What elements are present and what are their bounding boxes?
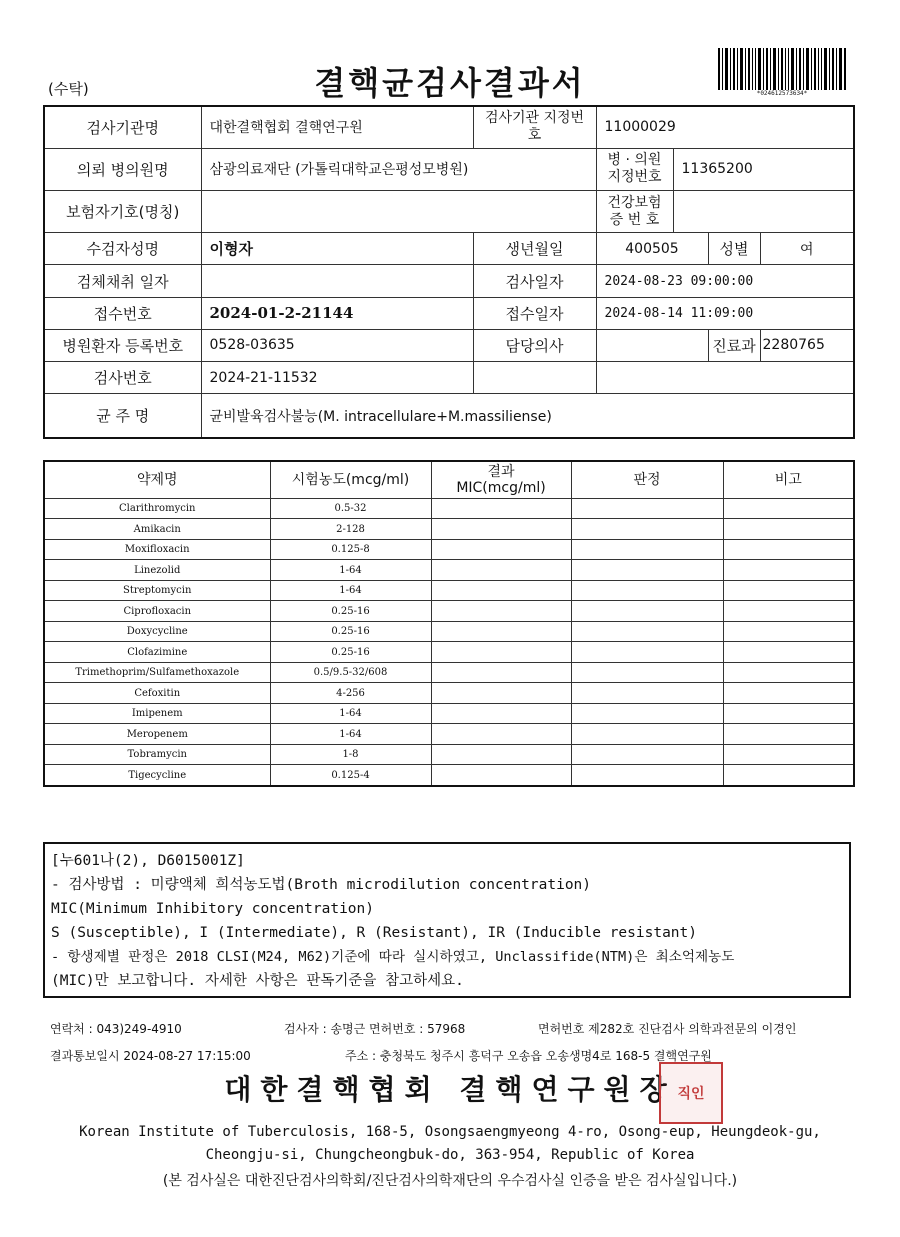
drug-name-cell: Moxifloxacin: [44, 539, 270, 559]
column-header-range: 시험농도(mcg/ml): [270, 461, 431, 499]
range-cell: 0.25-16: [270, 621, 431, 641]
remark-cell: [723, 519, 854, 539]
interpretation-cell: [571, 642, 723, 662]
institute-signature: 대한결핵협회 결핵연구원장: [224, 1073, 676, 1106]
interpretation-cell: [571, 519, 723, 539]
birth-value: 400505: [596, 233, 708, 265]
drug-name-cell: Doxycycline: [44, 621, 270, 641]
patient-name-label: 수검자성명: [44, 233, 201, 265]
range-cell: 0.25-16: [270, 642, 431, 662]
mic-cell: [431, 683, 571, 703]
table-row: [44, 683, 854, 703]
drug-name-cell: Cefoxitin: [44, 683, 270, 703]
test-no-value: 2024-21-11532: [201, 362, 473, 394]
department-label: 진료과: [708, 329, 760, 361]
remark-cell: [723, 621, 854, 641]
remark-cell: [723, 499, 854, 519]
table-row: [44, 560, 854, 580]
table-row: [44, 539, 854, 559]
health-insurance-value: [673, 191, 854, 233]
remark-cell: [723, 560, 854, 580]
report-time: 결과통보일시 2024-08-27 17:15:00: [50, 1049, 251, 1063]
reception-no-label: 접수번호: [44, 297, 201, 329]
lab-code-value: 11000029: [596, 106, 854, 148]
doctor-label: 담당의사: [473, 329, 596, 361]
mic-cell: [431, 765, 571, 786]
copy-mark: (수탁): [48, 80, 89, 98]
column-header-remark: 비고: [723, 461, 854, 499]
range-cell: 0.5-32: [270, 499, 431, 519]
sex-value: 여: [760, 233, 854, 265]
interpretation-cell: [571, 601, 723, 621]
drug-susceptibility-table: [43, 460, 855, 787]
specialist-info: 면허번호 제282호 진단검사 의학과전문의 이경인: [538, 1022, 797, 1036]
remark-cell: [723, 724, 854, 744]
collect-date-label: 검체채취 일자: [44, 265, 201, 297]
interpretation-cell: [571, 621, 723, 641]
empty-cell: [596, 362, 854, 394]
barcode-icon: [718, 48, 846, 90]
table-row: [44, 621, 854, 641]
note-method: - 검사방법 : 미량액체 희석농도법(Broth microdilution concentration): [51, 877, 592, 893]
interpretation-cell: [571, 703, 723, 723]
patient-name-value: 이형자: [201, 233, 473, 265]
birth-label: 생년월일: [473, 233, 596, 265]
interpretation-cell: [571, 765, 723, 786]
range-cell: 1-64: [270, 724, 431, 744]
column-header-mic: 결과 MIC(mcg/ml): [431, 461, 571, 499]
range-cell: 0.25-16: [270, 601, 431, 621]
test-no-label: 검사번호: [44, 362, 201, 394]
drug-name-cell: Streptomycin: [44, 580, 270, 600]
mic-cell: [431, 560, 571, 580]
remark-cell: [723, 601, 854, 621]
certification-note: (본 검사실은 대한진단검사의학회/진단검사의학재단의 우수검사실 인증을 받은 검사실입니다.): [162, 1173, 738, 1189]
drug-name-cell: Ciprofloxacin: [44, 601, 270, 621]
mic-cell: [431, 601, 571, 621]
drug-name-cell: Clofazimine: [44, 642, 270, 662]
hospital-value: 삼광의료재단 (가톨릭대학교은평성모병원): [201, 148, 596, 190]
lab-code-label: 검사기관 지정번호: [473, 106, 596, 148]
range-cell: 1-64: [270, 580, 431, 600]
range-cell: 4-256: [270, 683, 431, 703]
interpretation-cell: [571, 724, 723, 744]
mic-cell: [431, 662, 571, 682]
lab-value: 대한결핵협회 결핵연구원: [201, 106, 473, 148]
mic-cell: [431, 744, 571, 764]
drug-name-cell: Imipenem: [44, 703, 270, 723]
doctor-value: [596, 329, 708, 361]
collect-date-value: [201, 265, 473, 297]
drug-name-cell: Tobramycin: [44, 744, 270, 764]
table-row: [44, 642, 854, 662]
registration-no-value: 0528-03635: [201, 329, 473, 361]
drug-name-cell: Linezolid: [44, 560, 270, 580]
remark-cell: [723, 683, 854, 703]
page-title: 결핵균검사결과서: [314, 64, 586, 102]
range-cell: 1-8: [270, 744, 431, 764]
table-row: [44, 724, 854, 744]
mic-cell: [431, 519, 571, 539]
remark-cell: [723, 703, 854, 723]
note-mic: MIC(Minimum Inhibitory concentration): [51, 901, 375, 917]
table-row: [44, 744, 854, 764]
mic-cell: [431, 724, 571, 744]
mic-cell: [431, 580, 571, 600]
table-row: [44, 519, 854, 539]
range-cell: 0.125-8: [270, 539, 431, 559]
table-row: [44, 703, 854, 723]
patient-info-table: [43, 105, 855, 439]
drug-name-cell: Meropenem: [44, 724, 270, 744]
species-label: 균 주 명: [44, 394, 201, 438]
barcode-number: *024612573634*: [756, 90, 808, 97]
health-insurance-label: 건강보험 증 번 호: [596, 191, 673, 233]
lab-label: 검사기관명: [44, 106, 201, 148]
test-date-value: 2024-08-23 09:00:00: [596, 265, 854, 297]
table-row: [44, 662, 854, 682]
insurer-label: 보험자기호(명칭): [44, 191, 201, 233]
interpretation-cell: [571, 744, 723, 764]
range-cell: 2-128: [270, 519, 431, 539]
note-report: (MIC)만 보고합니다. 자세한 사항은 판독기준을 참고하세요.: [51, 973, 464, 989]
note-categories: S (Susceptible), I (Intermediate), R (Resistant), IR (Inducible resistant): [51, 925, 698, 941]
test-date-label: 검사일자: [473, 265, 596, 297]
method-notes: [43, 842, 851, 998]
range-cell: 1-64: [270, 703, 431, 723]
institute-address-en-line2: Cheongju-si, Chungcheongbuk-do, 363-954, Republic of Korea: [205, 1147, 695, 1163]
reception-date-label: 접수일자: [473, 297, 596, 329]
remark-cell: [723, 539, 854, 559]
mic-cell: [431, 621, 571, 641]
mic-cell: [431, 499, 571, 519]
note-code: [누601나(2), D6015001Z]: [51, 853, 245, 869]
species-value: 균비발육검사불능(M. intracellulare+M.massiliense): [201, 394, 854, 438]
mic-cell: [431, 703, 571, 723]
table-row: [44, 580, 854, 600]
range-cell: 0.125-4: [270, 765, 431, 786]
interpretation-cell: [571, 560, 723, 580]
insurer-value: [201, 191, 596, 233]
interpretation-cell: [571, 580, 723, 600]
hospital-code-value: 11365200: [673, 148, 854, 190]
interpretation-cell: [571, 539, 723, 559]
mic-cell: [431, 642, 571, 662]
interpretation-cell: [571, 499, 723, 519]
drug-name-cell: Amikacin: [44, 519, 270, 539]
remark-cell: [723, 662, 854, 682]
reception-date-value: 2024-08-14 11:09:00: [596, 297, 854, 329]
drug-name-cell: Clarithromycin: [44, 499, 270, 519]
empty-cell: [473, 362, 596, 394]
range-cell: 1-64: [270, 560, 431, 580]
remark-cell: [723, 580, 854, 600]
table-row: [44, 765, 854, 786]
remark-cell: [723, 642, 854, 662]
drug-name-cell: Tigecycline: [44, 765, 270, 786]
examiner-info: 검사자 : 송명근 면허번호 : 57968: [284, 1022, 466, 1036]
official-seal: [659, 1062, 723, 1124]
remark-cell: [723, 765, 854, 786]
table-row: [44, 499, 854, 519]
lab-address: 주소 : 충청북도 청주시 흥덕구 오송읍 오송생명4로 168-5 결핵연구원: [345, 1049, 712, 1063]
table-row: [44, 601, 854, 621]
note-criteria: - 항생제별 판정은 2018 CLSI(M24, M62)기준에 따라 실시하였고, Unclassifide(NTM)은 최소억제농도: [51, 949, 735, 965]
interpretation-cell: [571, 683, 723, 703]
hospital-code-label: 병 · 의원 지정번호: [596, 148, 673, 190]
hospital-label: 의뢰 병의원명: [44, 148, 201, 190]
column-header-drug: 약제명: [44, 461, 270, 499]
contact-phone: 연락처 : 043)249-4910: [50, 1022, 182, 1036]
institute-address-en-line1: Korean Institute of Tuberculosis, 168-5, Osongsaengmyeong 4-ro, Osong-eup, Heungdeok-gu,: [79, 1124, 821, 1140]
department-value: 2280765: [760, 329, 854, 361]
remark-cell: [723, 744, 854, 764]
interpretation-cell: [571, 662, 723, 682]
registration-no-label: 병원환자 등록번호: [44, 329, 201, 361]
range-cell: 0.5/9.5-32/608: [270, 662, 431, 682]
mic-cell: [431, 539, 571, 559]
drug-name-cell: Trimethoprim/Sulfamethoxazole: [44, 662, 270, 682]
seal-label: 직인: [677, 1086, 705, 1102]
column-header-interpretation: 판정: [571, 461, 723, 499]
sex-label: 성별: [708, 233, 760, 265]
reception-no-value: 2024-01-2-21144: [201, 297, 473, 329]
